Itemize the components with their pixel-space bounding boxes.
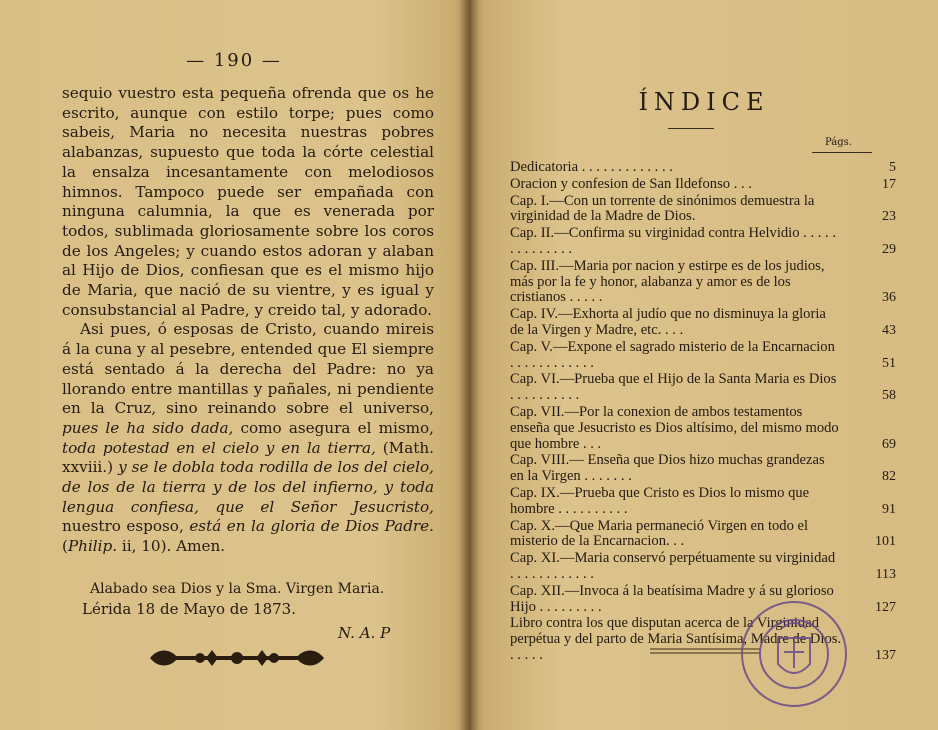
toc-entry-text: Cap. XI.—Maria conservó perpétuamente su virginidad . . . . . . . . . . . . — [510, 550, 836, 582]
toc-entry-text: Cap. I.—Con un torrente de sinónimos demuestra la virginidad de la Madre de Dios. — [510, 192, 815, 225]
toc-entry-text: Cap. III.—Maria por nacion y estirpe es de los judios, más por la fe y honor, alabanza y amor es de los cristianos . . . . . — [510, 257, 825, 306]
toc-entry-text: Libro contra los que disputan acerca de la Virginidad perpétua y del parto de Maria Santísima, Madre de Dios. . . . . . — [510, 615, 842, 663]
toc-entry — [510, 192, 896, 226]
toc-entry-text: Cap. VIII.— Enseña que Dios hizo muchas grandezas en la Virgen . . . . . . . — [510, 452, 825, 485]
toc-entry-page: 101 — [875, 534, 896, 550]
italic-run: pues le ha sido dada, — [62, 418, 234, 437]
text-run: Asi pues, ó esposas de Cristo, cuando mireis á la cuna y al pesebre, entended que El siempre está sentado á la derecha del Padre: no ya llorando entre mantillas y pañales, ni pendiente en la Cruz, sino reinando sobre el universo, — [62, 320, 434, 418]
toc-entry-page: 23 — [882, 209, 896, 225]
right-page — [470, 0, 938, 730]
toc-entry-page: 29 — [882, 241, 896, 257]
toc-entry — [510, 175, 896, 193]
toc-entry-page: 43 — [882, 322, 896, 338]
text-run: ii, 10). Amen. — [117, 537, 226, 556]
index-title: ÍNDICE — [638, 88, 770, 116]
toc-entry — [510, 159, 896, 176]
toc-entry-text: Cap. VI.—Prueba que el Hijo de la Santa Maria es Dios . . . . . . . . . . — [510, 371, 837, 404]
text-run: ( — [62, 537, 68, 556]
italic-run: toda potestad en el cielo y en la tierra, — [62, 438, 376, 457]
toc-entry — [510, 550, 896, 583]
toc-entry-text: Cap. IX.—Prueba que Cristo es Dios lo mismo que hombre . . . . . . . . . . — [510, 484, 810, 517]
toc-entry — [510, 452, 896, 485]
toc-entry-page: 58 — [882, 388, 896, 404]
toc-entry-page: 91 — [882, 501, 896, 517]
table-of-contents — [510, 159, 896, 665]
toc-entry — [510, 306, 896, 339]
toc-entry — [510, 484, 896, 518]
signature: N. A. P — [338, 624, 391, 642]
toc-entry-text: Oracion y confesion de San Ildefonso . . . — [510, 175, 752, 192]
ornament-icon — [148, 646, 326, 670]
toc-entry-text: Cap. V.—Expone el sagrado misterio de la Encarnacion . . . . . . . . . . . . — [510, 338, 835, 371]
italic-run: Philip. — [67, 537, 118, 556]
toc-entry-page: 137 — [875, 647, 896, 663]
toc-entry — [510, 225, 896, 258]
toc-entry-text: Cap. IV.—Exhorta al judío que no disminuya la gloria de la Virgen y Madre, etc. . . . — [510, 306, 826, 338]
toc-entry-page: 51 — [882, 355, 896, 371]
toc-entry-page: 127 — [875, 599, 896, 615]
toc-entry-text: Cap. XII.—Invoca á la beatísima Madre y á su glorioso Hijo . . . . . . . . . — [510, 582, 834, 615]
toc-entry-text: Cap. II.—Confirma su virginidad contra Helvidio . . . . . . . . . . . . . . — [510, 225, 837, 257]
body-text — [62, 84, 434, 557]
left-page — [0, 0, 468, 730]
text-run: como asegura el mismo, — [233, 418, 434, 437]
toc-entry — [510, 517, 896, 551]
italic-run: y se le dobla toda rodilla de los del cielo, de los de la tierra y de los del infierno, y toda lengua confiesa, que el Señor Jesucristo, — [62, 458, 434, 516]
toc-entry-page: 82 — [882, 469, 896, 485]
closing-praise: Alabado sea Dios y la Sma. Virgen Maria. — [90, 581, 385, 597]
text-run: nuestro esposo, — [62, 517, 190, 536]
toc-entry-page: 113 — [875, 566, 896, 582]
toc-entry — [510, 257, 896, 306]
toc-entry-page: 5 — [889, 160, 896, 175]
toc-entry — [510, 403, 896, 452]
toc-entry-page: 69 — [882, 436, 896, 452]
text-run: (Math. xxviii.) — [62, 438, 434, 477]
pages-label: Págs. — [825, 137, 852, 148]
library-stamp-icon — [738, 598, 850, 710]
toc-entry-page: 17 — [882, 176, 896, 192]
dateline: Lérida 18 de Mayo de 1873. — [82, 600, 296, 618]
page-number: — 190 — — [186, 50, 282, 71]
italic-run: está en la gloria de Dios Padre. — [189, 517, 435, 536]
toc-entry-text: Dedicatoria . . . . . . . . . . . . . — [510, 159, 673, 175]
toc-entry — [510, 338, 896, 372]
toc-entry — [510, 371, 896, 404]
toc-entry-page: 36 — [882, 290, 896, 306]
title-rule — [668, 128, 714, 129]
pages-rule — [812, 152, 872, 153]
paragraph: sequio vuestro esta pequeña ofrenda que os he escrito, aunque con estilo torpe; pues como sabeis, Maria no necesita nuestras pobres alabanzas, supuesto que toda la córte celestial la ensalza incesantamente con melodiosos himnos. Tampoco puede ser empañada con ninguna calumnia, la que es venerada por todos, sublimada gloriosamente sobre los coros de los Angeles; y cuando estos adoran y alaban al Hijo de Dios, confiesan que es el mismo hijo de Maria, que nació de su vientre, y es igual y consubstancial al Padre, y creido tal, y adorado. — [62, 84, 434, 319]
paragraph — [62, 320, 434, 556]
toc-entry-text: Cap. VII.—Por la conexion de ambos testamentos enseña que Jesucristo es Dios altísimo, del mismo modo que hombre . . . — [510, 403, 839, 452]
toc-entry-text: Cap. X.—Que Maria permaneció Virgen en todo el misterio de la Encarnacion. . . — [510, 517, 809, 550]
